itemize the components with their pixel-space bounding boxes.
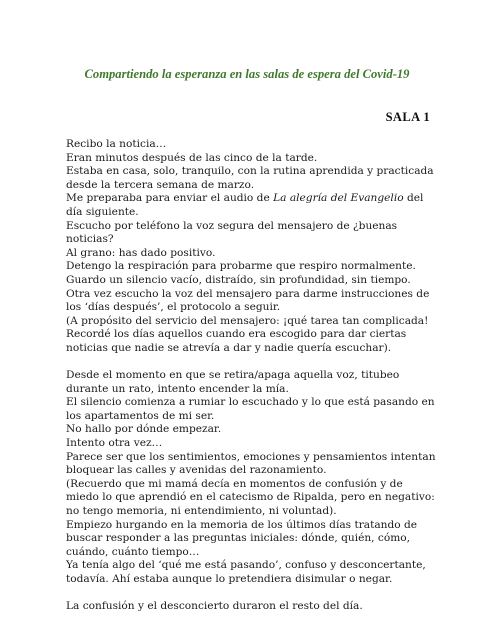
text-line: Recibo la noticia… [66,138,167,150]
text-line: Escucho por teléfono la voz segura del mensajero de ¿buenas noticias? [66,219,398,246]
text-line: Parece ser que los sentimientos, emociones y pensamientos intentan bloquear las calles y avenidas del razonamiento. [66,450,436,477]
text-line: Recordé los días aquellos cuando era escogido para dar ciertas noticias que nadie se atrevía a dar y nadie quería escuchar). [66,328,407,354]
text-line: Desde el momento en que se retira/apaga aquella voz, titubeo durante un rato, intento encender la mía. [66,369,400,395]
text-line: Guardo un silencio vacío, distraído, sin profundidad, sin tiempo. [66,273,411,286]
document-body [66,138,438,614]
text-line: Eran minutos después de las cinco de la tarde. [66,151,318,164]
text-line: (A propósito del servicio del mensajero: ¡qué tarea tan complicada! [66,314,429,327]
text-line: (Recuerdo que mi mamá decía en momentos de confusión y de miedo lo que aprendió en el catecismo de Ripalda, pero en negativo: no tengo memoria, ni entendimiento, ni voluntad). [66,477,435,518]
text-line: No hallo por dónde empezar. [66,423,222,436]
paragraph-block-1 [66,138,438,356]
text-line [66,192,438,219]
text-line: Estaba en casa, solo, tranquilo, con la rutina aprendida y practicada desde la tercera semana de marzo. [66,165,434,191]
text-span: Me preparaba para enviar el audio de [66,192,274,205]
text-line: Al grano: has dado positivo. [66,246,216,259]
text-line: La confusión y el desconcierto duraron el resto del día. [66,600,363,613]
book-title: La alegría del Evangelio [273,192,404,205]
paragraph-block-2 [66,369,438,587]
text-span: del día siguiente. [66,192,424,218]
text-line: Otra vez escucho la voz del mensajero para darme instrucciones de los ‘días después’, el protocolo a seguir. [66,287,430,314]
text-line: Detengo la respiración para probarme que respiro normalmente. [66,260,416,273]
paragraph-block-3 [66,600,438,614]
section-heading: SALA 1 [385,110,430,124]
text-line: Ya tenía algo del ‘qué me está pasando’, confuso y desconcertante, todavía. Ahí estaba aunque lo pretendiera disimular o negar. [66,559,426,585]
text-line: Empiezo hurgando en la memoria de los últimos días tratando de buscar responder a las preguntas iniciales: dónde, quién, cómo, cuándo, cuánto tiempo… [66,518,418,558]
document-title: Compartiendo la esperanza en las salas de espera del Covid-19 [84,67,410,81]
text-line: El silencio comienza a rumiar lo escuchado y lo que está pasando en los apartamentos de mi ser. [66,396,435,422]
text-line: Intento otra vez… [66,437,163,450]
